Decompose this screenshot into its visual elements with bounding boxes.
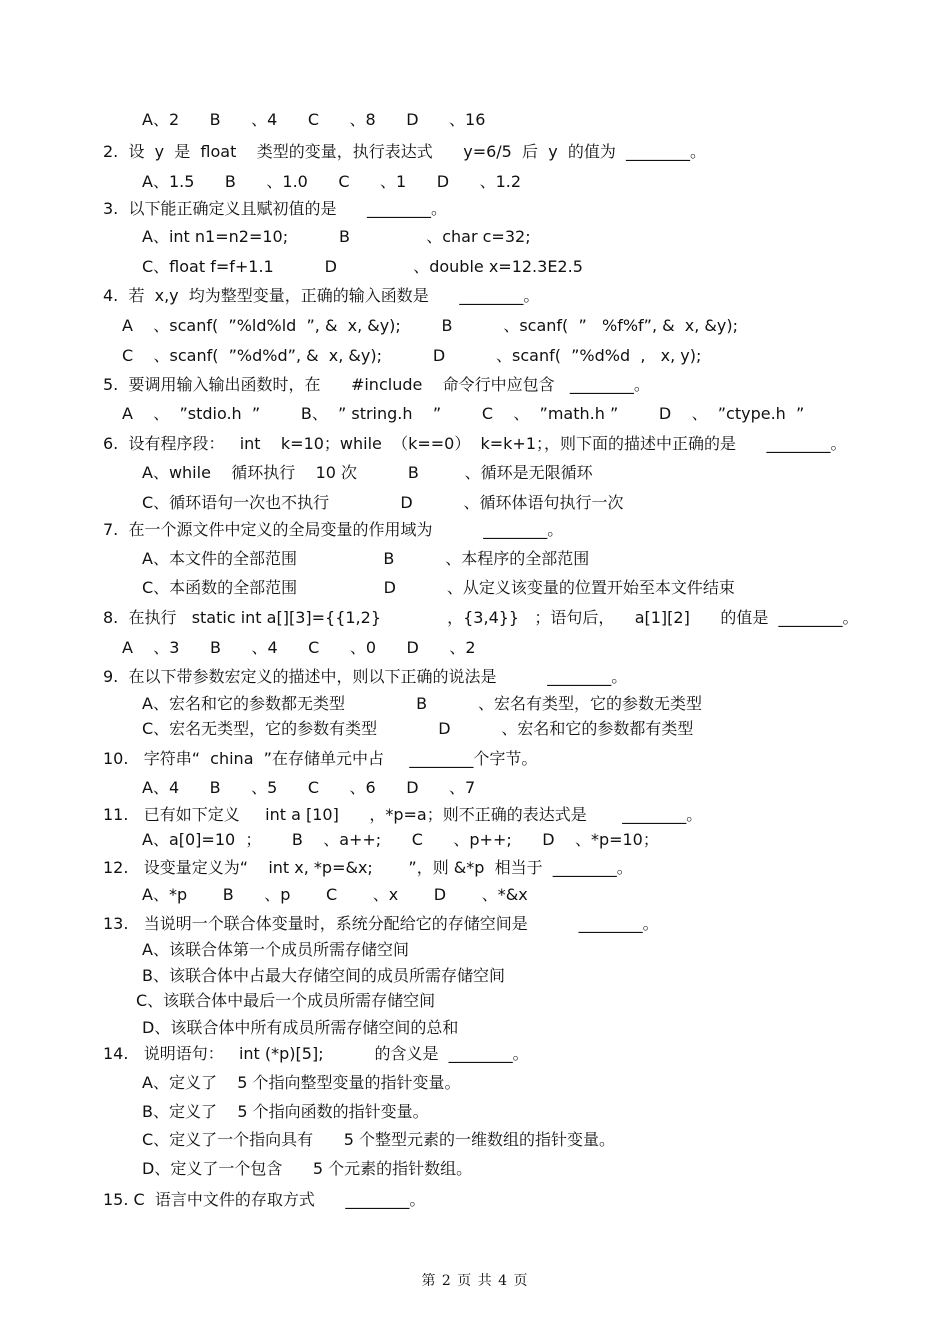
- question-14: 14. 说明语句： int (*p)[5]; 的含义是 ________。: [103, 1044, 529, 1063]
- question-15: 15. C 语言中文件的存取方式 ________。: [103, 1190, 426, 1209]
- q13-option-a: A、该联合体第一个成员所需存储空间: [142, 940, 409, 959]
- q1-options: A、2 B 、4 C 、8 D 、16: [142, 110, 486, 129]
- q9-option-ab: A、宏名和它的参数都无类型 B 、宏名有类型，它的参数无类型: [142, 694, 702, 713]
- q14-option-d: D、定义了一个包含 5 个元素的指针数组。: [142, 1159, 473, 1178]
- question-8: 8. 在执行 static int a[][3]={{1,2} ，{3,4}} ；语句后， a[1][2] 的值是 ________。: [103, 608, 859, 627]
- q3-option-ab: A、int n1=n2=10; B 、char c=32;: [142, 227, 531, 246]
- q10-options: A、4 B 、5 C 、6 D 、7: [142, 778, 476, 797]
- question-5: 5. 要调用输入输出函数时，在 #include 命令行中应包含 ________。: [103, 375, 650, 394]
- question-10: 10. 字符串“ china ”在存储单元中占 ________个字节。: [103, 749, 538, 768]
- q7-option-cd: C、本函数的全部范围 D 、从定义该变量的位置开始至本文件结束: [142, 578, 735, 597]
- q8-options: A 、3 B 、4 C 、0 D 、2: [122, 638, 476, 657]
- q4-option-cd: C 、scanf( ”%d%d”, & x, &y); D 、scanf( ”%d%d , x, y);: [122, 346, 702, 365]
- q14-option-a: A、定义了 5 个指向整型变量的指针变量。: [142, 1073, 461, 1092]
- question-4: 4. 若 x,y 均为整型变量，正确的输入函数是 ________。: [103, 286, 540, 305]
- question-6: 6. 设有程序段： int k=10；while （k==0） k=k+1；，则下面的描述中正确的是 ________。: [103, 434, 847, 453]
- question-7: 7. 在一个源文件中定义的全局变量的作用域为 ________。: [103, 520, 564, 539]
- q7-option-ab: A、本文件的全部范围 B 、本程序的全部范围: [142, 549, 590, 568]
- q13-option-c: C、该联合体中最后一个成员所需存储空间: [136, 991, 436, 1010]
- question-11: 11. 已有如下定义 int a [10] ，*p=a；则不正确的表达式是 ________。: [103, 805, 703, 824]
- q5-options: A 、 ”stdio.h ” B、 ” string.h ” C 、 ”math.h ” D 、 ”ctype.h ”: [122, 404, 805, 423]
- question-12: 12. 设变量定义为“ int x, *p=&x; ”，则 &*p 相当于 ________。: [103, 858, 633, 877]
- q14-option-b: B、定义了 5 个指向函数的指针变量。: [142, 1102, 429, 1121]
- question-9: 9. 在以下带参数宏定义的描述中，则以下正确的说法是 ________。: [103, 667, 628, 686]
- q9-option-cd: C、宏名无类型，它的参数有类型 D 、宏名和它的参数都有类型: [142, 719, 694, 738]
- q4-option-ab: A 、scanf( ”%ld%ld ”, & x, &y); B 、scanf( ” %f%f”, & x, &y);: [122, 316, 739, 335]
- q12-options: A、*p B 、p C 、x D 、*&x: [142, 885, 528, 904]
- q13-option-d: D、该联合体中所有成员所需存储空间的总和: [142, 1018, 459, 1037]
- question-13: 13. 当说明一个联合体变量时，系统分配给它的存储空间是 ________。: [103, 914, 659, 933]
- q3-option-cd: C、float f=f+1.1 D 、double x=12.3E2.5: [142, 257, 583, 276]
- question-2: 2. 设 y 是 float 类型的变量，执行表达式 y=6/5 后 y 的值为 ________。: [103, 142, 707, 161]
- q6-option-cd: C、循环语句一次也不执行 D 、循环体语句执行一次: [142, 493, 624, 512]
- q6-option-ab: A、while 循环执行 10 次 B 、循环是无限循环: [142, 463, 593, 482]
- page-number-footer: 第 2 页 共 4 页: [421, 1273, 529, 1289]
- q14-option-c: C、定义了一个指向具有 5 个整型元素的一维数组的指针变量。: [142, 1130, 615, 1149]
- question-3: 3. 以下能正确定义且赋初值的是 ________。: [103, 199, 447, 218]
- q2-options: A、1.5 B 、1.0 C 、1 D 、1.2: [142, 172, 522, 191]
- q13-option-b: B、该联合体中占最大存储空间的成员所需存储空间: [142, 966, 505, 985]
- q11-options: A、a[0]=10 ； B 、a++; C 、p++; D 、*p=10；: [142, 830, 659, 849]
